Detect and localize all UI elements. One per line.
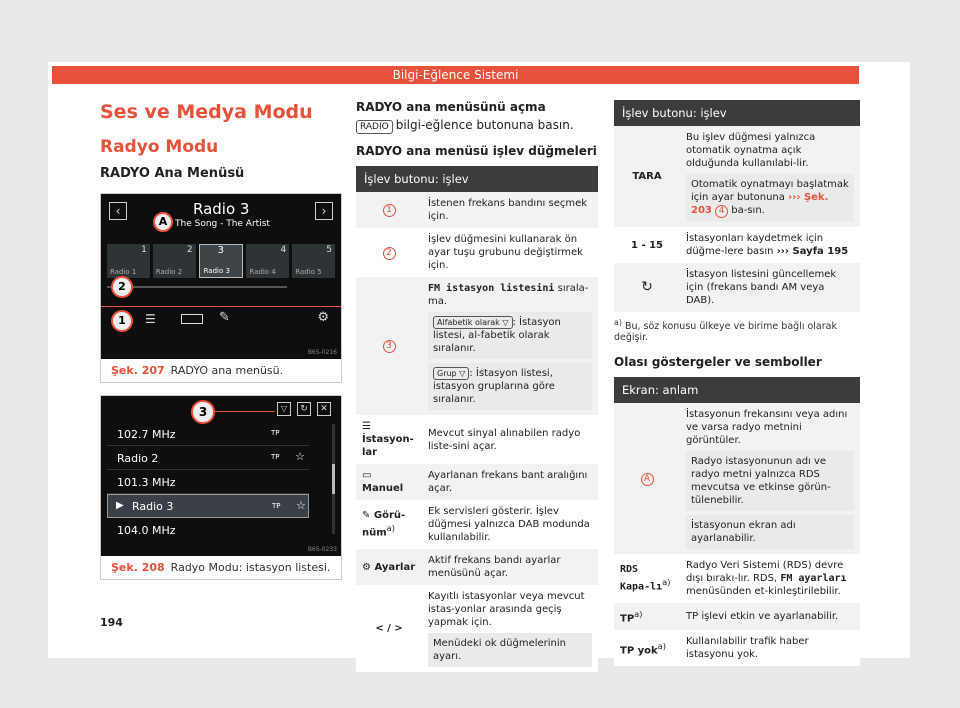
manual-tuning-icon xyxy=(181,314,203,324)
instruction: RADIO bilgi-eğlence butonuna basın. xyxy=(356,118,598,134)
callout-a: A xyxy=(153,212,173,232)
chapter-header: Bilgi-Eğlence Sistemi xyxy=(52,66,859,84)
table-row: TP$^{a)}$ TP işlevi etkin ve ayarlanabilir. xyxy=(614,603,860,630)
view-icon: ✎ xyxy=(219,310,230,325)
table-row: ☰ İstasyon-lar Mevcut sinyal alınabilen radyo liste-sini açar. xyxy=(356,415,598,464)
bottom-bar-line xyxy=(101,306,341,307)
figure-code: B6S-0216 xyxy=(307,349,337,356)
list-item: 104.0 MHz xyxy=(117,524,176,537)
station-list-screen xyxy=(101,396,341,556)
middle-column xyxy=(356,100,598,672)
table-row: < / > Kayıtlı istasyonlar veya mevcut istas-yonlar arasında geçiş yapmak için. Menüdeki ok düğmelerinin ayarı. xyxy=(356,585,598,672)
table-row: ↻ İstasyon listesini güncellemek için (frekans bandı AM veya DAB). xyxy=(614,263,860,312)
radio-key: RADIO xyxy=(356,120,393,134)
figure-208 xyxy=(100,395,342,580)
preset-5: 5 Radio 5 xyxy=(292,244,335,278)
left-column xyxy=(100,100,342,580)
prev-arrow-icon: ‹ xyxy=(109,202,127,220)
subsection-title: Radyo Modu xyxy=(100,137,219,157)
table-row: 3 FM istasyon listesini sırala-ma. Alfabetik olarak ▽ : İstasyon listesi, al-fabetik olarak sıralanır. Grup ▽ : İstasyon listesi, istasyon gruplarına göre sıralanır. xyxy=(356,277,598,415)
figure-caption: Şek. 208 Radyo Modu: istasyon listesi. xyxy=(101,556,341,579)
footnote: $^{a)}$ Bu, söz konusu ülkeye ve birime bağlı olarak değişir. xyxy=(614,318,837,344)
section-title: Ses ve Medya Modu xyxy=(100,101,313,123)
star-icon: ☆ xyxy=(296,499,306,512)
close-icon: ✕ xyxy=(317,402,331,416)
list-icon: ☰ xyxy=(362,421,371,432)
figure-code: B6S-0233 xyxy=(307,546,337,553)
preset-3: 3 Radio 3 xyxy=(199,244,244,278)
table-row: A İstasyonun frekansını veya adını ve varsa radyo metnini görüntüler. Radyo istasyonunun adı ve radyo metni yalnızca RDS mevcutsa ve etkinse görün-tülenebilir. İstasyonun ekran adı ayarlanabilir. xyxy=(614,403,860,554)
callout-3-line xyxy=(215,411,275,412)
table-row: 2 İşlev düğmesini kullanarak ön ayar tuşu grubunu değiştirmek için. xyxy=(356,228,598,277)
list-icon: ☰ xyxy=(145,312,156,326)
preset-1: 1 Radio 1 xyxy=(107,244,150,278)
table-row: RDS Kapa-$lı^{a)}$ Radyo Veri Sistemi (RDS) devre dışı bırakı-lır. RDS, FM ayarları menüsünden et-kinleştirilebilir. xyxy=(614,554,860,603)
table-row: 1 - 15 İstasyonları kaydetmek için düğme-lere basın ››› Sayfa 195 xyxy=(614,227,860,263)
preset-2: 2 Radio 2 xyxy=(153,244,196,278)
topic-title: RADYO Ana Menüsü xyxy=(100,166,245,181)
table-row: ⚙ Ayarlar Aktif frekans bandı ayarlar menüsünü açar. xyxy=(356,549,598,585)
station-list xyxy=(107,422,309,542)
heading-open-menu: RADYO ana menüsünü açma xyxy=(356,100,546,114)
next-arrow-icon: › xyxy=(315,202,333,220)
callout-1: 1 xyxy=(111,310,133,332)
preset-group-bar xyxy=(107,286,287,288)
page-number: 194 xyxy=(100,616,123,629)
heading-function-buttons: RADYO ana menüsü işlev düğmeleri xyxy=(356,144,597,158)
station-name: Radio 3 xyxy=(193,200,250,218)
scrollbar xyxy=(332,424,335,534)
callout-3: 3 xyxy=(191,400,215,424)
table-header: İşlev butonu: işlev xyxy=(356,166,598,192)
table-row: TARA Bu işlev düğmesi yalnızca otomatik oynatma açık olduğunda kullanılabi-lir. Otomatik oynatmayı başlatmak için ayar butonuna ››› Şek. 203 4 ba-sın. xyxy=(614,126,860,227)
refresh-icon: ↻ xyxy=(297,402,311,416)
settings-gear-icon: ⚙ xyxy=(362,561,375,573)
list-item: 101.3 MHz xyxy=(107,470,309,494)
callout-2: 2 xyxy=(111,276,133,298)
table-row: ✎ Görü-nüm$^{a)}$ Ek servisleri gösterir. İşlev düğmesi yalnızca DAB modunda kullanılabilir. xyxy=(356,500,598,549)
list-item: Radio 2 TP ☆ xyxy=(107,446,309,470)
table-row: 1 İstenen frekans bandını seçmek için. xyxy=(356,192,598,228)
preset-row xyxy=(107,244,335,278)
heading-indicators: Olası göstergeler ve semboller xyxy=(614,355,822,370)
figure-207 xyxy=(100,193,342,383)
refresh-icon: ↻ xyxy=(641,278,653,295)
right-column xyxy=(614,100,860,666)
view-icon: ✎ xyxy=(362,510,374,522)
preset-4: 4 Radio 4 xyxy=(246,244,289,278)
table-header: İşlev butonu: işlev xyxy=(614,100,860,126)
function-buttons-table-continued xyxy=(614,100,860,312)
play-icon: ▶ xyxy=(116,500,124,511)
indicators-table xyxy=(614,377,860,666)
settings-gear-icon: ⚙ xyxy=(317,310,329,325)
table-row: TP yok$^{a)}$ Kullanılabilir trafik haber istasyonu yok. xyxy=(614,630,860,666)
sort-dropdown-icon: ▽ xyxy=(277,402,291,416)
function-buttons-table xyxy=(356,166,598,672)
radio-main-menu-screen xyxy=(101,194,341,359)
table-header: Ekran: anlam xyxy=(614,377,860,403)
manual-tuning-icon: ▭ xyxy=(362,470,372,481)
list-item-selected: ▶ Radio 3 TP ☆ xyxy=(107,494,309,518)
figure-caption: Şek. 207 RADYO ana menüsü. xyxy=(101,359,341,382)
song-info: The Song - The Artist xyxy=(175,219,270,229)
list-item: 102.7 MHz TP xyxy=(107,422,309,446)
star-icon: ☆ xyxy=(295,450,305,463)
table-row: ▭ Manuel Ayarlanan frekans bant aralığını açar. xyxy=(356,464,598,500)
